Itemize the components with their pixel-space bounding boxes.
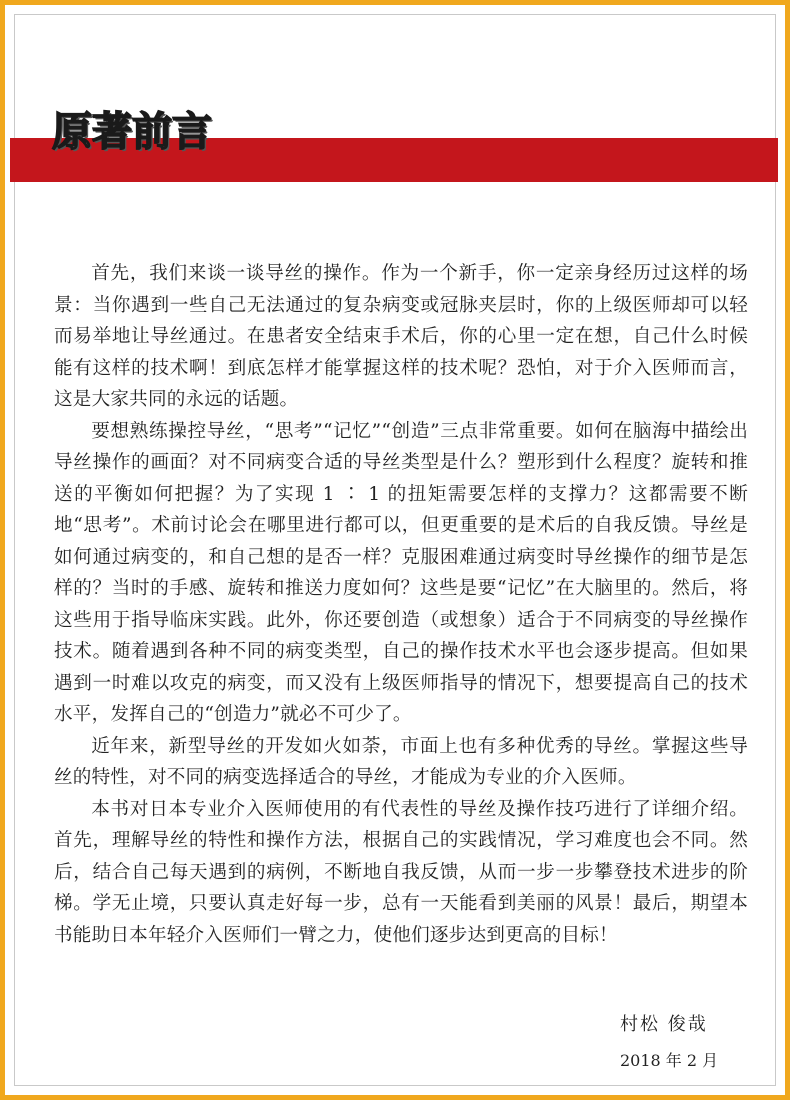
author-signature: 村松 俊哉 (620, 1014, 708, 1035)
paragraph-3: 近年来，新型导丝的开发如火如荼，市面上也有多种优秀的导丝。掌握这些导丝的特性，对不同的病变选择适合的导丝，才能成为专业的介入医师。 (54, 735, 748, 788)
paragraph-2: 要想熟练操控导丝，“思考”“记忆”“创造”三点非常重要。如何在脑海中描绘出导丝操作的画面？对不同病变合适的导丝类型是什么？塑形到什么程度？旋转和推送的平衡如何把握？为了实现 1 ∶ 1 的扭矩需要怎样的支撑力？这都需要不断地“思考”。术前讨论会在哪里进行都可以，但更重要的是术后的自我反馈。导丝是如何通过病变的，和自己想的是否一样？克服困难通过病变时导丝操作的细节是怎样的？当时的手感、旋转和推送力度如何？这些是要“记忆”在大脑里的。然后，将这些用于指导临床实践。此外，你还要创造（或想象）适合于不同病变的导丝操作技术。随着遇到各种不同的病变类型，自己的操作技术水平也会逐步提高。但如果遇到一时难以攻克的病变，而又没有上级医师指导的情况下，想要提高自己的技术水平，发挥自己的“创造力”就必不可少了。 (54, 420, 748, 725)
page-title: 原著前言 (52, 109, 212, 155)
paragraph-1: 首先，我们来谈一谈导丝的操作。作为一个新手，你一定亲身经历过这样的场景：当你遇到一些自己无法通过的复杂病变或冠脉夹层时，你的上级医师却可以轻而易举地让导丝通过。在患者安全结束手术后，你的心里一定在想，自己什么时候能有这样的技术啊！到底怎样才能掌握这样的技术呢？恐怕，对于介入医师而言，这是大家共同的永远的话题。 (54, 263, 748, 410)
preface-body (54, 258, 748, 951)
signature-date: 2018 年 2 月 (620, 1051, 719, 1070)
paragraph-4: 本书对日本专业介入医师使用的有代表性的导丝及操作技巧进行了详细介绍。首先，理解导丝的特性和操作方法，根据自己的实践情况，学习难度也会不同。然后，结合自己每天遇到的病例，不断地自我反馈，从而一步一步攀登技术进步的阶梯。学无止境，只要认真走好每一步，总有一天能看到美丽的风景！最后，期望本书能助日本年轻介入医师们一臂之力，使他们逐步达到更高的目标！ (54, 798, 748, 946)
